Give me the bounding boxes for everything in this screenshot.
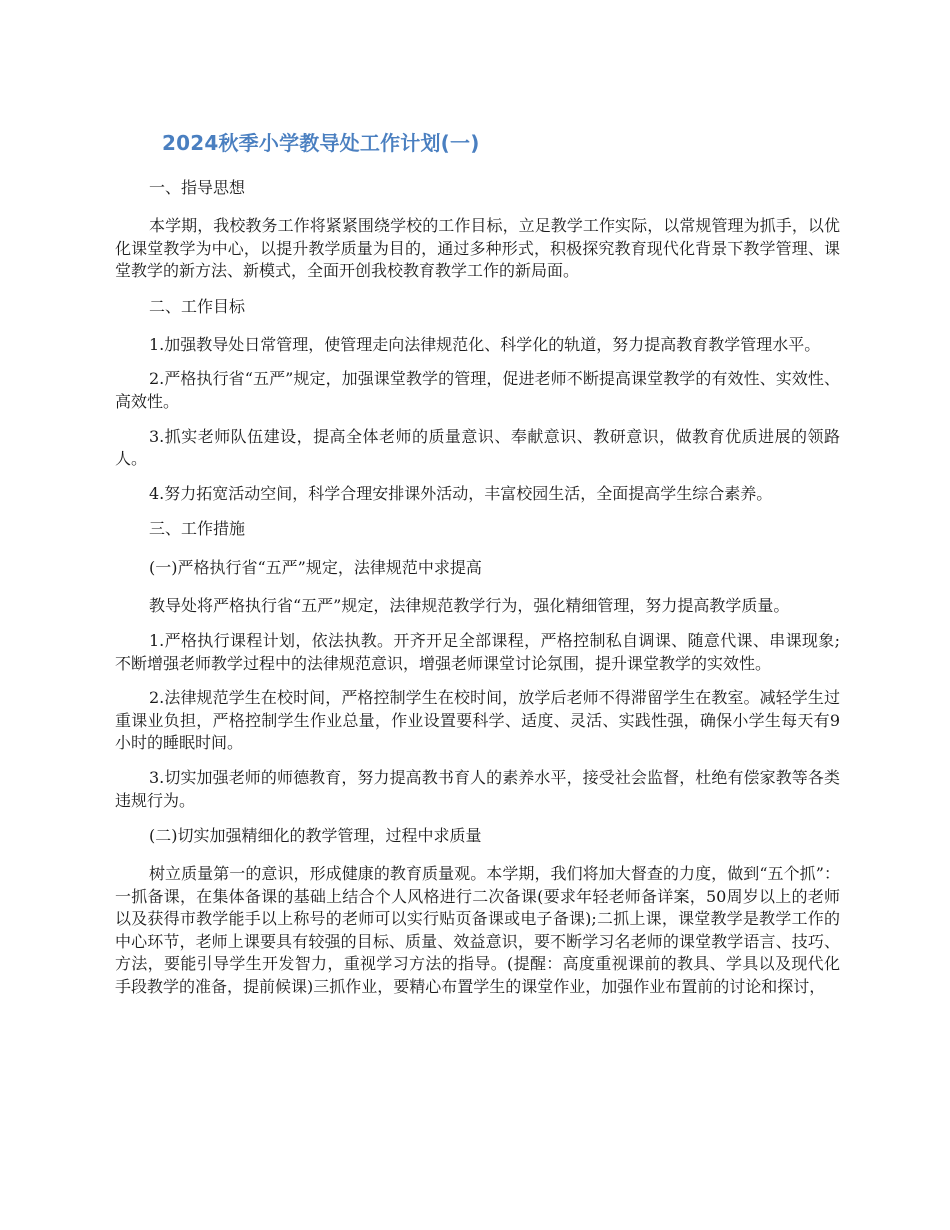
subsection-heading: (二)切实加强精细化的教学管理，过程中求质量 <box>149 826 482 846</box>
paragraph: 树立质量第一的意识，形成健康的教育质量观。本学期，我们将加大督查的力度，做到“五个抓”：一抓备课，在集体备课的基础上结合个人风格进行二次备课(要求年轻老师备详案，50周岁以上的老师以及获得市教学能手以上称号的老师可以实行贴页备课或电子备课);二抓上课，课堂教学是教学工作的中心环节，老师上课要具有较强的目标、质量、效益意识，要不断学习名老师的课堂教学语言、技巧、方法，要能引导学生开发智力，重视学习方法的指导。(提醒：高度重视课前的教具、学具以及现代化手段教学的准备，提前候课)三抓作业，要精心布置学生的课堂作业，加强作业布置前的讨论和探讨， <box>115 864 840 997</box>
paragraph: 3.抓实老师队伍建设，提高全体老师的质量意识、奉献意识、教研意识，做教育优质进展的领路人。 <box>115 426 840 469</box>
paragraph: 本学期，我校教务工作将紧紧围绕学校的工作目标，立足教学工作实际，以常规管理为抓手，以优化课堂教学为中心，以提升教学质量为目的，通过多种形式，积极探究教育现代化背景下教学管理、课堂教学的新方法、新模式，全面开创我校教育教学工作的新局面。 <box>115 216 840 281</box>
paragraph: 教导处将严格执行省“五严”规定，法律规范教学行为，强化精细管理，努力提高教学质量。 <box>149 596 790 616</box>
subsection-heading: (一)严格执行省“五严”规定，法律规范中求提高 <box>149 558 482 578</box>
paragraph: 4.努力拓宽活动空间，科学合理安排课外活动，丰富校园生活，全面提高学生综合素养。 <box>149 483 773 503</box>
paragraph: 1.加强教导处日常管理，使管理走向法律规范化、科学化的轨道，努力提高教育教学管理水平。 <box>149 334 821 354</box>
paragraph: 2.法律规范学生在校时间，严格控制学生在校时间，放学后老师不得滞留学生在教室。减轻学生过重课业负担，严格控制学生作业总量，作业设置要科学、适度、灵活、实践性强，确保小学生每天有9小时的睡眠时间。 <box>115 688 840 753</box>
paragraph: 3.切实加强老师的师德教育，努力提高教书育人的素养水平，接受社会监督，杜绝有偿家教等各类违规行为。 <box>115 767 840 810</box>
section-heading: 三、工作措施 <box>149 519 246 539</box>
section-heading: 二、工作目标 <box>149 296 246 316</box>
paragraph: 2.严格执行省“五严”规定，加强课堂教学的管理，促进老师不断提高课堂教学的有效性、实效性、高效性。 <box>115 369 840 411</box>
section-heading: 一、指导思想 <box>149 178 246 197</box>
document-page <box>115 128 840 1011</box>
document-title: 2024秋季小学教导处工作计划(一) <box>162 131 480 155</box>
paragraph: 1.严格执行课程计划，依法执教。开齐开足全部课程，严格控制私自调课、随意代课、串课现象;不断增强老师教学过程中的法律规范意识，增强老师课堂讨论氛围，提升课堂教学的实效性。 <box>115 630 840 673</box>
